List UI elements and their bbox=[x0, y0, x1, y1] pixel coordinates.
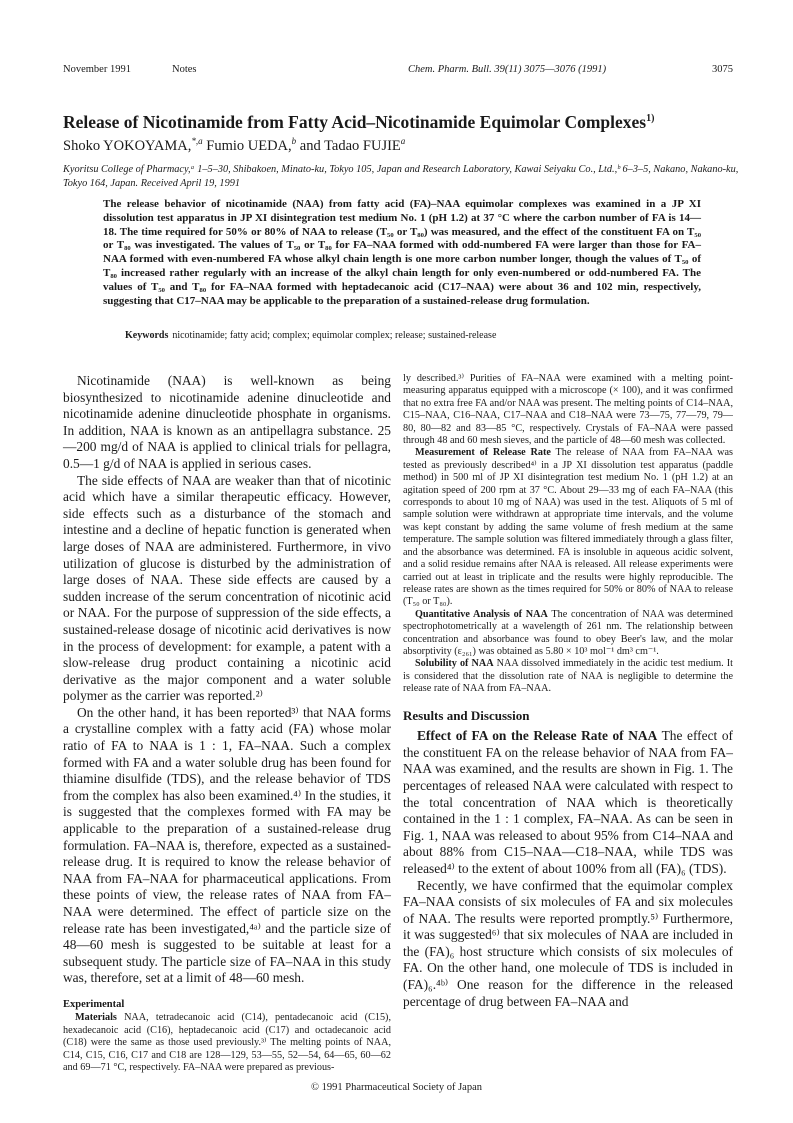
section-heading-results: Results and Discussion bbox=[403, 707, 530, 723]
author-name: Shoko YOKOYAMA, bbox=[63, 137, 192, 154]
right-column bbox=[403, 373, 733, 1010]
author-name: Fumio UEDA, bbox=[206, 137, 292, 154]
header-citation: Chem. Pharm. Bull. 39(11) 3075—3076 (1991) bbox=[408, 64, 607, 75]
section-heading-experimental: Experimental bbox=[63, 998, 125, 1010]
paragraph: On the other hand, it has been reported³⁾ that NAA forms a crystalline complex with a fatty acid (FA) whose molar ratio of FA to NAA is 1 : 1, FA–NAA. Such a complex formed with FA and a water soluble drug has been found for thiamine disulfide (TDS), and the release behavior of TDS from the complex has also been examined.⁴⁾ In the studies, it is suggested that the complexes formed with FA may be applicable to the preparation of a sustained-release drug formulation. FA–NAA is, therefore, expected as a sustained-release drug. It is required to know the release behavior of NAA from FA–NAA for pharmaceutical applications. From these points of view, the release rates of NAA from FA–NAA were determined. The effect of particle size on the release rate has been investigated,⁴ᵃ⁾ and the particle size of 48—60 mesh is suggested to be suitable at least for a subsequent study. The particle size of FA–NAA in this study was, therefore, set at a limit of 48—60 mesh. bbox=[63, 704, 391, 986]
paragraph-release-rate: Measurement of Release Rate The release of NAA from FA–NAA was tested as previously described⁴⁾ in a JP XI dissolution test apparatus (paddle method) in 500 ml of JP XI disintegration test medium No. 1 (pH 1.2) at an agitation speed of 200 rpm at 37 °C. About 29—33 mg of each FA–NAA (this corresponds to about 10 mg of NAA) was used in the test. Aliquots of 5 ml of sample solution were withdrawn at appropriate time intervals, and the volume was kept constant by adding the same volume of fresh medium at the same temperature. The sample solution was filtered immediately through a glass filter, and the absorbance was determined. FA is insoluble in aqueous acidic solvent, and a solid residue remains after NAA is released. All release experiments were carried out at least in triplicate and the results were highly reproducible. The release rates are shown as the times required for 50% or 80% of NAA to release (T₅₀ or T₈₀). bbox=[403, 447, 734, 608]
paragraph: Nicotinamide (NAA) is well-known as being biosynthesized to nicotinamide adenine dinucleotide and nicotinamide adenine dinucleotide phosphate in organisms. In addition, NAA is known as an antipellagra substance. 25—200 mg/d of NAA is applied to clinical trials for pellagra, 0.5—1 g/d of NAA is applied in serious cases. bbox=[63, 373, 391, 471]
paragraph-materials: Materials NAA, tetradecanoic acid (C14), pentadecanoic acid (C15), hexadecanoic acid (C16), heptadecanoic acid (C17) and octadecanoic acid (C18) were the same as those used previously.³⁾ The melting points of NAA, C14, C15, C16, C17 and C18 are 128—129, 53—55, 52—54, 64—65, 60—62 and 69—71 °C, respectively. FA–NAA were prepared as previous- bbox=[63, 1012, 391, 1073]
affiliation: Kyoritsu College of Pharmacy,ᵃ 1–5–30, Shibakoen, Minato-ku, Tokyo 105, Japan and Research Laboratory, Kawai Seiyaku Co., Ltd.,ᵇ 6–3–5, Nakano, Nakano-ku, Tokyo 164, Japan. Received April 19, 1991 bbox=[63, 164, 739, 189]
author-name: and Tadao FUJIE bbox=[299, 137, 401, 154]
paragraph: The side effects of NAA are weaker than that of nicotinic acid which have a similar therapeutic efficacy. However, side effects such as a disturbance of the stomach and intestine and a decline of hepatic function is generated when large doses of NAA are administered. Furthermore, in vivo utilization of glucose is disturbed by the administration of large doses of NAA. These side effects are caused by a sudden increase of the serum concentration of nicotinic acid or NAA. For the purpose of suppression of the side effects, a sustained-release dosage of nicotinic acid derivatives is now in the process of development: for example, a patent with a slow-release drug product containing a nicotinic acid derivative as the major component and a water soluble polymer as the carrier was reported.²⁾ bbox=[63, 472, 391, 704]
authors: Shoko YOKOYAMA,$^{*,a}$ Fumio UEDA,$^b$ and Tadao FUJIE$^a$ bbox=[63, 136, 406, 154]
paragraph: Recently, we have confirmed that the equimolar complex FA–NAA consists of six molecules of FA and six molecules of NAA. The results were reported promptly.⁵⁾ Furthermore, it was suggested⁶⁾ that six molecules of NAA are included in the (FA)₆ host structure which consists of six molecules of FA. On the other hand, one molecule of TDS is included in (FA)₆.⁴ᵇ⁾ One reason for the difference in the released percentage of drug between FA–NAA and bbox=[403, 877, 733, 1009]
header-page-number: 3075 bbox=[712, 64, 733, 75]
paragraph: ly described.³⁾ Purities of FA–NAA were examined with a melting point-measuring apparatus equipped with a microscope (× 100), and it was confirmed that no extra free FA and/or NAA was present. The melting points of C14–NAA, C15–NAA, C16–NAA, C17–NAA and C18–NAA were 73—75, 77—79, 79—80, 80—82 and 83—85 °C, respectively. Crystals of FA–NAA were passed through 48 and 60 mesh sieves, and the particle of 48—60 mesh was collected. bbox=[403, 373, 733, 447]
abstract: The release behavior of nicotinamide (NAA) from fatty acid (FA)–NAA equimolar complexes was examined in a JP XI dissolution test apparatus in JP XI disintegration test medium No. 1 (pH 1.2) at 37 °C where the carbon number of FA is 14—18. The time required for 50% or 80% of NAA to release (T₅₀ or T₈₀) was measured, and the effect of the constituent FA on T₅₀ or T₈₀ was investigated. The values of T₅₀ or T₈₀ for FA–NAA formed with odd-numbered FA were larger than those for FA–NAA formed with even-numbered FA whose alkyl chain length is one more carbon number longer, though the values of T₅₀ of T₈₀ increased rather regularly with an increase of the alkyl chain length for only even-numbered or odd-numbered FA. The values of T₅₀ and T₈₀ for FA–NAA formed with heptadecanoic acid (C17–NAA) were about 36 and 102 min, respectively, suggesting that C17–NAA may be applicable to the preparation of a sustained-release drug formulation. bbox=[103, 198, 701, 307]
article-title: Release of Nicotinamide from Fatty Acid–Nicotinamide Equimolar Complexes$^{1)}$ bbox=[63, 111, 655, 132]
header-date: November 1991 bbox=[63, 64, 131, 75]
left-column bbox=[63, 373, 391, 1074]
paragraph-effect: Effect of FA on the Release Rate of NAA The effect of the constituent FA on the release behavior of NAA from FA–NAA was examined, and the results are shown in Fig. 1. The percentages of released NAA were calculated with respect to the total concentration of NAA which is theoretically contained in the 1 : 1 complex, FA–NAA. As can be seen in Fig. 1, NAA was released to about 95% from C14–NAA and about 88% from C15–NAA—C18–NAA, while TDS was released⁴⁾ to the extent of about 100% from all (FA)₆ (TDS). bbox=[403, 728, 733, 876]
header-section: Notes bbox=[172, 64, 197, 75]
paragraph-quantitative: Quantitative Analysis of NAA The concentration of NAA was determined spectrophotometrically at a wavelength of 261 nm. The relationship between concentration and absorbance was found to obey Beer's law, and the molar absorptivity (ε₂₆₁) was obtained as 5.80 × 10³ mol⁻¹ dm³ cm⁻¹. bbox=[403, 608, 733, 657]
keywords: Keywords nicotinamide; fatty acid; complex; equimolar complex; release; sustained-release bbox=[125, 330, 497, 341]
copyright-footer: © 1991 Pharmaceutical Society of Japan bbox=[311, 1082, 482, 1093]
paragraph-solubility: Solubility of NAA NAA dissolved immediately in the acidic test medium. It is considered that the dissolution rate of NAA is negligible to determine the release rate of NAA from FA–NAA. bbox=[403, 658, 733, 695]
